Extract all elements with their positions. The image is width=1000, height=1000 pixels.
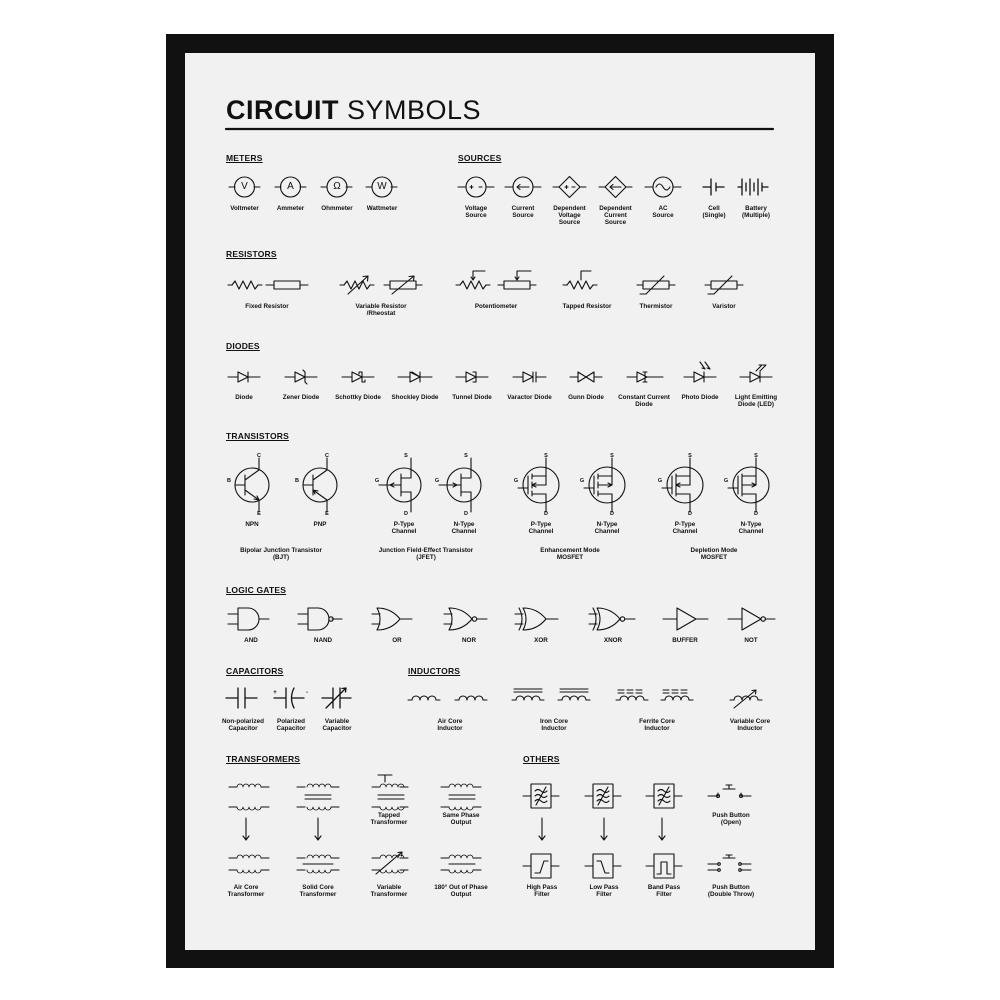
label-dependent-current-source: Dependent Current Source [599,205,632,227]
pin-g-enh-n: G [579,478,585,484]
pin-d-enh-n: D [610,511,614,517]
pin-d-jfet-n: D [464,511,468,517]
label-or: OR [392,637,402,644]
section-others: OTHERS [523,754,560,764]
pin-b: B [227,478,231,484]
label-current-source: Current Source [511,205,535,220]
label-ammeter: Ammeter [276,205,305,212]
section-meters: METERS [226,153,263,163]
transistor-symbols [235,458,769,512]
label-jfet: Junction Field-Effect Transistor (JFET) [378,547,474,562]
label-tapped-resistor: Tapped Resistor [562,303,612,310]
label-nonpolarized-capacitor: Non-polarized Capacitor [222,718,264,733]
label-low-pass-filter: Low Pass Filter [589,884,619,899]
section-transformers: TRANSFORMERS [226,754,301,764]
pin-s-enh-n: S [610,453,614,459]
pin-c: C [257,453,261,459]
label-variable-core-inductor: Variable Core Inductor [729,718,771,733]
pin-s-dep-p: S [688,453,692,459]
label-photo-diode: Photo Diode [681,394,719,401]
section-transistors: TRANSISTORS [226,431,289,441]
label-band-pass-filter: Band Pass Filter [647,884,681,899]
pin-e: E [257,511,261,517]
label-and: AND [244,637,258,644]
label-air-core-inductor: Air Core Inductor [437,718,463,733]
label-buffer: BUFFER [672,637,698,644]
page-title [226,95,481,125]
label-enh-p-channel: P-Type Channel [528,521,554,536]
label-jfet-p-channel: P-Type Channel [391,521,417,536]
pin-s-jfet-n: S [464,453,468,459]
label-thermistor: Thermistor [639,303,673,310]
label-push-button-double-throw: Push Button (Double Throw) [707,884,755,899]
label-voltage-source: Voltage Source [464,205,488,220]
label-schottky-diode: Schottky Diode [335,394,381,401]
label-wattmeter: Wattmeter [366,205,398,212]
pin-g-dep-n: G [723,478,729,484]
pin-e-pnp: E [325,511,329,517]
title-light: SYMBOLS [347,95,482,125]
label-high-pass-filter: High Pass Filter [526,884,558,899]
pin-s-enh-p: S [544,453,548,459]
label-zener-diode: Zener Diode [282,394,320,401]
pin-d-dep-n: D [754,511,758,517]
label-nor: NOR [462,637,476,644]
label-led: Light Emitting Diode (LED) [734,394,778,409]
pin-g-jfet-n: G [434,478,440,484]
label-push-button-open: Push Button (Open) [712,812,750,827]
label-variable-capacitor: Variable Capacitor [322,718,352,733]
label-cell: Cell (Single) [702,205,726,220]
label-constant-current-diode: Constant Current Diode [618,394,670,409]
meter-symbols [229,177,397,197]
logic-gate-symbols [228,608,775,630]
label-fixed-resistor: Fixed Resistor [245,303,289,310]
pin-g-dep-p: G [657,478,663,484]
label-out-of-phase-output: 180° Out of Phase Output [434,884,488,899]
ohmmeter-glyph: Ω [333,181,341,192]
label-gunn-diode: Gunn Diode [568,394,604,401]
resistor-symbols [228,271,743,294]
polarity-plus: + [273,690,277,696]
inductor-symbols [408,689,762,708]
pin-s-jfet-p: S [404,453,408,459]
section-capacitors: CAPACITORS [226,666,284,676]
label-not: NOT [744,637,758,644]
capacitor-symbols [226,688,351,708]
label-iron-core-inductor: Iron Core Inductor [540,718,568,733]
ammeter-glyph: A [287,181,294,192]
pin-s-dep-n: S [754,453,758,459]
label-shockley-diode: Shockley Diode [391,394,439,401]
pin-c-pnp: C [325,453,329,459]
label-bjt: Bipolar Junction Transistor (BJT) [240,547,322,562]
label-tunnel-diode: Tunnel Diode [452,394,492,401]
section-sources: SOURCES [458,153,502,163]
label-jfet-n-channel: N-Type Channel [451,521,477,536]
section-diodes: DIODES [226,341,260,351]
label-dep-p-channel: P-Type Channel [672,521,698,536]
label-ac-source: AC Source [652,205,674,220]
label-polarized-capacitor: Polarized Capacitor [276,718,306,733]
pin-g-enh-p: G [513,478,519,484]
label-xnor: XNOR [603,637,623,644]
wattmeter-glyph: W [377,181,387,192]
polarity-minus: - [306,690,308,696]
label-pnp: PNP [313,521,327,528]
label-potentiometer: Potentiometer [474,303,518,310]
label-ferrite-core-inductor: Ferrite Core Inductor [639,718,675,733]
section-inductors: INDUCTORS [408,666,461,676]
label-depletion-mosfet: Depletion Mode MOSFET [690,547,738,562]
label-enhancement-mosfet: Enhancement Mode MOSFET [540,547,600,562]
diode-symbols [228,362,772,384]
pin-g-jfet-p: G [374,478,380,484]
label-variable-resistor: Variable Resistor /Rheostat [355,303,407,318]
label-ohmmeter: Ohmmeter [321,205,353,212]
label-nand: NAND [313,637,333,644]
section-resistors: RESISTORS [226,249,277,259]
label-npn: NPN [245,521,259,528]
label-air-core-transformer: Air Core Transformer [227,884,265,899]
source-symbols [458,177,768,198]
voltmeter-glyph: V [241,181,248,192]
label-tapped-transformer: Tapped Transformer [370,812,408,827]
label-dep-n-channel: N-Type Channel [738,521,764,536]
pin-d-dep-p: D [688,511,692,517]
pin-d-enh-p: D [544,511,548,517]
label-varactor-diode: Varactor Diode [507,394,552,401]
label-variable-transformer: Variable Transformer [370,884,408,899]
label-varistor: Varistor [712,303,736,310]
label-diode: Diode [235,394,253,401]
label-dependent-voltage-source: Dependent Voltage Source [553,205,586,227]
label-enh-n-channel: N-Type Channel [594,521,620,536]
label-solid-core-transformer: Solid Core Transformer [299,884,337,899]
label-xor: XOR [534,637,548,644]
label-same-phase-output: Same Phase Output [442,812,480,827]
label-battery: Battery (Multiple) [742,205,770,220]
poster [185,53,815,950]
label-voltmeter: Voltmeter [230,205,259,212]
title-bold: CIRCUIT [226,95,339,125]
pin-b-pnp: B [295,478,299,484]
section-logic-gates: LOGIC GATES [226,585,287,595]
pin-d-jfet-p: D [404,511,408,517]
other-symbols [523,784,751,878]
